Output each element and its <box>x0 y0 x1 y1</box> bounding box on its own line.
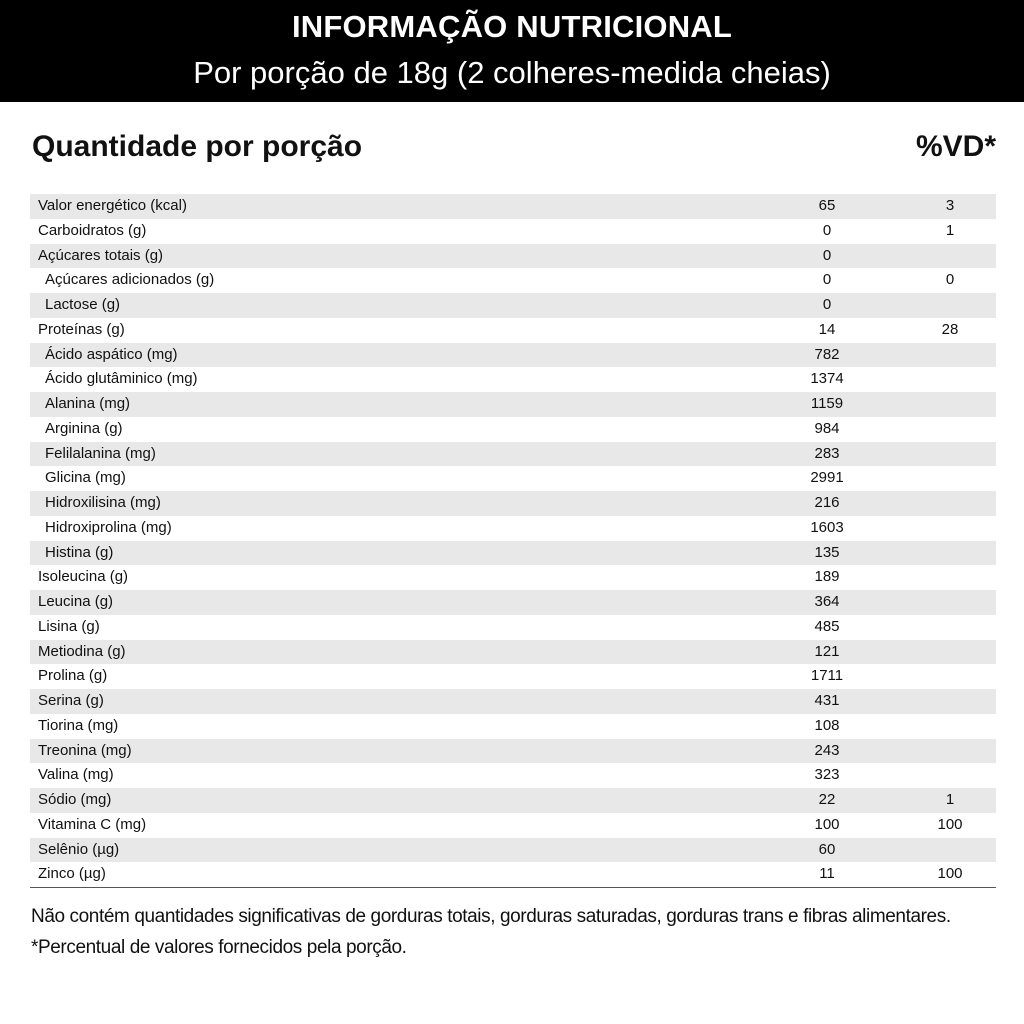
nutrient-amount: 65 <box>818 197 836 214</box>
nutrient-amount: 431 <box>814 692 840 709</box>
nutrient-name: Açúcares totais (g) <box>38 246 164 264</box>
table-row <box>30 516 996 541</box>
nutrient-amount: 2991 <box>810 469 844 487</box>
table-row <box>30 788 996 813</box>
nutrient-vd: 100 <box>937 865 963 883</box>
nutrient-amount: 1374 <box>810 370 844 388</box>
nutrient-name: Prolina (g) <box>38 667 108 685</box>
nutrient-name: Ácido aspático (mg) <box>45 345 178 363</box>
nutrient-name: Valor energético (kcal) <box>38 197 187 214</box>
nutrient-amount: 243 <box>814 741 840 759</box>
table-row <box>30 268 996 293</box>
nutrient-amount: 216 <box>814 494 840 511</box>
nutrient-amount: 135 <box>814 543 840 561</box>
table-row <box>30 714 996 739</box>
nutrient-amount: 782 <box>814 345 840 363</box>
nutrient-amount: 108 <box>814 716 840 734</box>
nutrient-name: Histina (g) <box>45 543 114 561</box>
nutrient-amount: 0 <box>822 296 832 313</box>
table-row <box>30 442 996 467</box>
serving-size-subtitle: Por porção de 18g (2 colheres-medida cheias) <box>193 55 831 90</box>
nutrient-amount: 485 <box>814 617 840 635</box>
nutrient-amount: 0 <box>822 246 832 264</box>
table-row <box>30 367 996 392</box>
table-row <box>30 318 996 343</box>
table-row <box>30 392 996 417</box>
table-row <box>30 194 996 219</box>
nutrient-name: Valina (mg) <box>38 766 114 784</box>
table-row <box>30 813 996 838</box>
footnote-percent-note: *Percentual de valores fornecidos pela porção. <box>31 937 407 958</box>
table-row <box>30 689 996 714</box>
nutrient-name: Selênio (µg) <box>38 840 120 858</box>
nutrient-amount: 1159 <box>810 395 844 412</box>
nutrient-name: Treonina (mg) <box>38 741 132 759</box>
table-row <box>30 219 996 244</box>
header-banner <box>0 0 1024 102</box>
table-row <box>30 244 996 269</box>
nutrient-vd: 1 <box>945 221 955 239</box>
nutrient-name: Vitamina C (mg) <box>38 815 147 833</box>
nutrient-amount: 22 <box>818 791 836 808</box>
quantity-column-header: Quantidade por porção <box>32 130 363 163</box>
nutrient-vd: 28 <box>941 320 959 338</box>
page-title: INFORMAÇÃO NUTRICIONAL <box>291 9 733 44</box>
nutrient-name: Hidroxilisina (mg) <box>45 494 161 511</box>
table-row <box>30 640 996 665</box>
table-row <box>30 565 996 590</box>
nutrient-name: Isoleucina (g) <box>38 568 129 586</box>
table-row <box>30 491 996 516</box>
table-row <box>30 664 996 689</box>
table-row <box>30 615 996 640</box>
nutrient-name: Zinco (µg) <box>38 865 106 883</box>
nutrient-name: Glicina (mg) <box>45 469 126 487</box>
nutrient-name: Felilalanina (mg) <box>45 444 156 462</box>
nutrient-amount: 0 <box>822 271 832 289</box>
table-row <box>30 417 996 442</box>
nutrient-vd: 3 <box>945 197 955 214</box>
nutrient-name: Arginina (g) <box>45 419 123 437</box>
table-row <box>30 862 996 887</box>
nutrient-amount: 1711 <box>810 667 844 685</box>
table-row <box>30 466 996 491</box>
vd-column-header: %VD* <box>915 130 996 163</box>
nutrient-amount: 0 <box>822 221 832 239</box>
table-row <box>30 590 996 615</box>
table-row <box>30 763 996 788</box>
nutrition-table <box>30 194 996 888</box>
nutrient-amount: 14 <box>818 320 836 338</box>
nutrient-amount: 121 <box>814 642 840 660</box>
table-row <box>30 293 996 318</box>
table-row <box>30 343 996 368</box>
nutrient-name: Hidroxiprolina (mg) <box>45 518 172 536</box>
table-row <box>30 838 996 863</box>
nutrient-name: Lactose (g) <box>45 296 121 313</box>
nutrient-name: Leucina (g) <box>38 593 114 610</box>
nutrient-amount: 323 <box>814 766 840 784</box>
nutrient-amount: 364 <box>814 593 840 610</box>
nutrient-name: Lisina (g) <box>38 617 100 635</box>
nutrient-name: Sódio (mg) <box>38 791 112 808</box>
nutrient-amount: 984 <box>814 419 840 437</box>
nutrient-name: Alanina (mg) <box>45 395 131 412</box>
nutrient-name: Proteínas (g) <box>38 320 125 338</box>
nutrient-amount: 1603 <box>810 518 844 536</box>
footnote-not-significant: Não contém quantidades significativas de gorduras totais, gorduras saturadas, gorduras trans e fibras alimentares. <box>31 906 951 927</box>
nutrient-amount: 11 <box>819 865 835 883</box>
nutrient-name: Serina (g) <box>38 692 104 709</box>
nutrient-amount: 189 <box>814 568 840 586</box>
nutrient-vd: 100 <box>937 815 963 833</box>
nutrient-name: Ácido glutâminico (mg) <box>45 370 198 388</box>
nutrient-amount: 283 <box>814 444 840 462</box>
nutrient-amount: 60 <box>818 840 836 858</box>
table-row <box>30 541 996 566</box>
nutrient-name: Açúcares adicionados (g) <box>45 271 215 289</box>
nutrient-name: Carboidratos (g) <box>38 221 147 239</box>
nutrient-amount: 100 <box>814 815 840 833</box>
nutrient-name: Tiorina (mg) <box>38 716 119 734</box>
nutrient-vd: 1 <box>945 791 955 808</box>
nutrient-name: Metiodina (g) <box>38 642 126 660</box>
table-row <box>30 739 996 764</box>
nutrient-vd: 0 <box>945 271 955 289</box>
